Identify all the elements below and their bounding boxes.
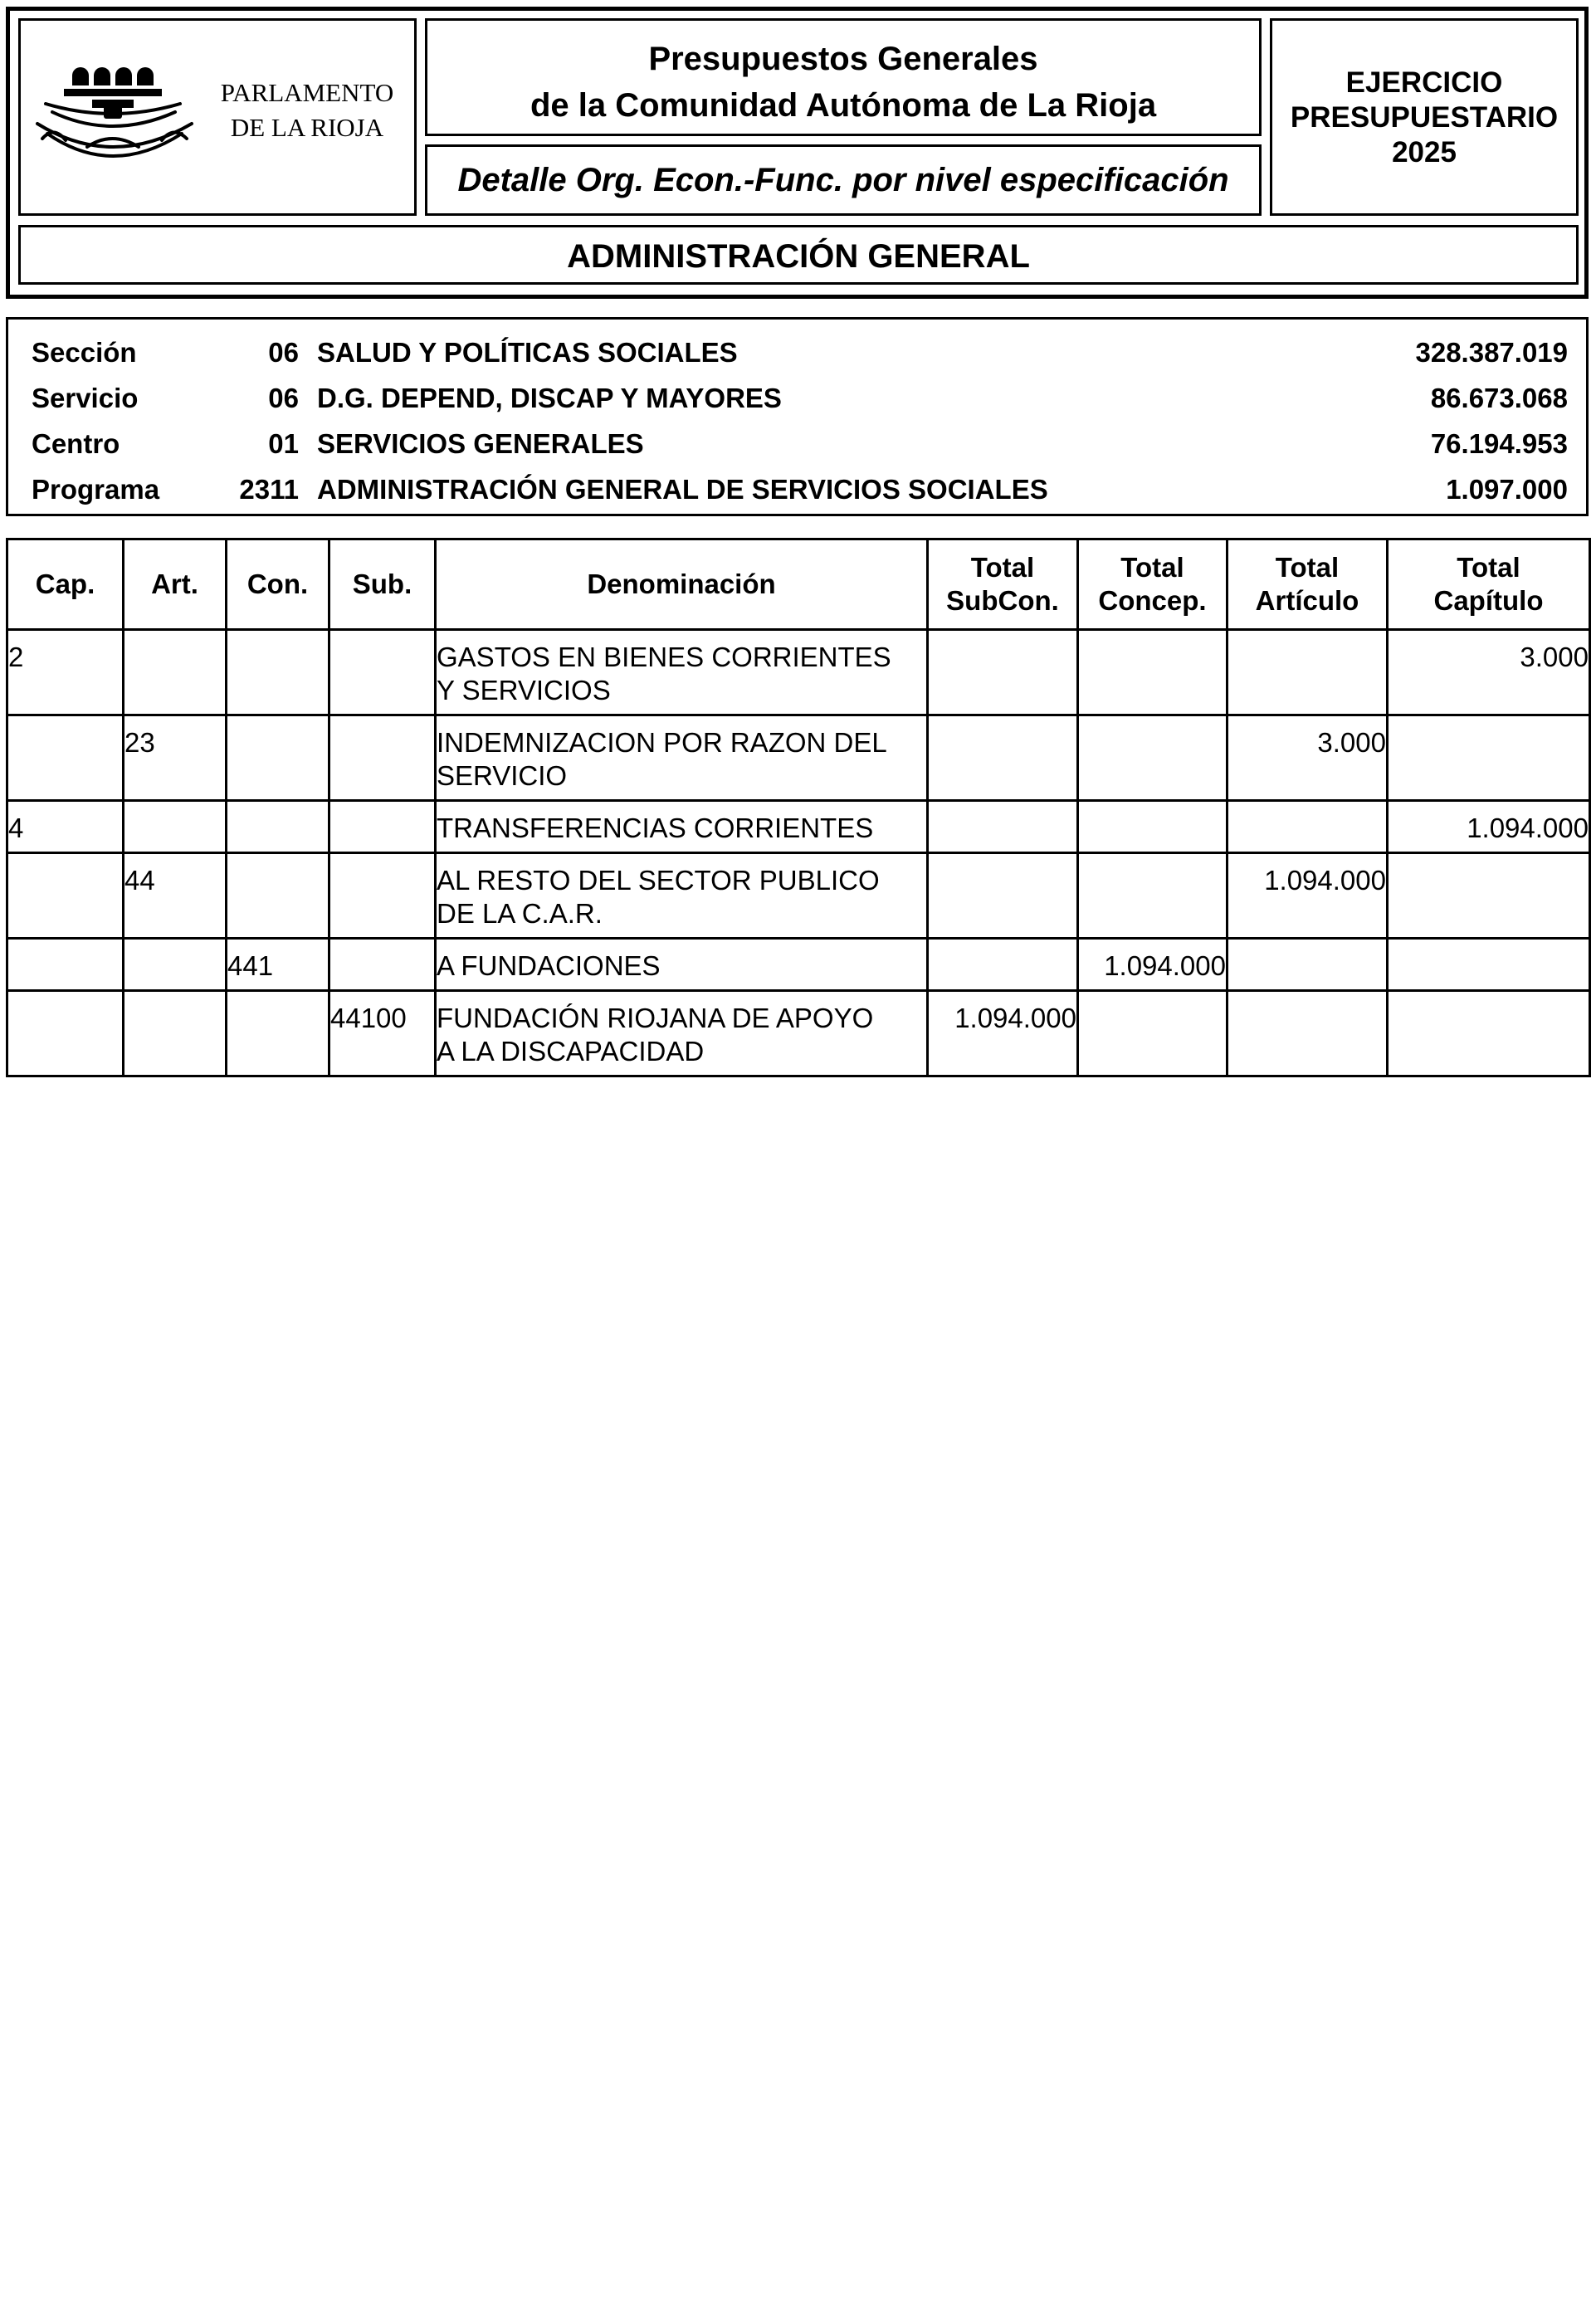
- section-name: SALUD Y POLÍTICAS SOCIALES: [317, 337, 738, 368]
- cell-total-concep: [1078, 801, 1228, 853]
- col-header-total-subcon-l1: Total: [970, 552, 1035, 583]
- cell-denominacion: [436, 939, 928, 991]
- table-header-row: [7, 539, 1590, 630]
- cell-con: [227, 801, 329, 853]
- cell-total-capitulo: [1388, 715, 1590, 801]
- table-row: [7, 715, 1590, 801]
- cell-total-articulo: 3.000: [1228, 715, 1388, 801]
- program-row: [8, 466, 1586, 512]
- cell-total-subcon: [928, 715, 1078, 801]
- program-code: 2311: [239, 474, 299, 505]
- year-line-1: EJERCICIO: [1345, 66, 1503, 99]
- cell-denominacion: [436, 715, 928, 801]
- center-row: [8, 421, 1586, 466]
- cell-denominacion: [436, 630, 928, 715]
- cell-total-subcon: [928, 853, 1078, 939]
- detail-box: [425, 144, 1262, 216]
- document-title-box: [425, 18, 1262, 136]
- cell-art: 44: [124, 853, 227, 939]
- cell-cap: [7, 991, 124, 1076]
- cell-art: [124, 801, 227, 853]
- col-header-total-capitulo: [1388, 539, 1590, 630]
- col-header-total-capitulo-l1: Total: [1457, 552, 1520, 583]
- center-name: SERVICIOS GENERALES: [317, 428, 644, 459]
- denominacion-line-1: TRANSFERENCIAS CORRIENTES: [437, 813, 874, 843]
- cell-sub: [329, 715, 436, 801]
- logo-line-1: PARLAMENTO: [220, 78, 394, 107]
- classification-block: [6, 317, 1589, 516]
- fiscal-year-box: [1270, 18, 1579, 216]
- col-header-total-capitulo-l2: Capítulo: [1433, 585, 1544, 616]
- cell-con: [227, 715, 329, 801]
- cell-total-subcon: 1.094.000: [928, 991, 1078, 1076]
- service-row: [8, 375, 1586, 421]
- cell-total-subcon: [928, 630, 1078, 715]
- cell-total-articulo: [1228, 991, 1388, 1076]
- cell-denominacion: [436, 801, 928, 853]
- service-code: 06: [268, 383, 299, 413]
- table-row: [7, 801, 1590, 853]
- denominacion-line-1: A FUNDACIONES: [437, 950, 661, 981]
- service-name: D.G. DEPEND, DISCAP Y MAYORES: [317, 383, 782, 413]
- cell-sub: [329, 630, 436, 715]
- cell-con: [227, 991, 329, 1076]
- cell-total-capitulo: [1388, 939, 1590, 991]
- col-header-con: Con.: [227, 539, 329, 630]
- col-header-total-articulo: [1228, 539, 1388, 630]
- col-header-total-concep-l1: Total: [1120, 552, 1184, 583]
- col-header-total-concep: [1078, 539, 1228, 630]
- cell-total-capitulo: [1388, 991, 1590, 1076]
- service-amount: 86.673.068: [1430, 383, 1568, 413]
- col-header-art: Art.: [124, 539, 227, 630]
- col-header-total-articulo-l1: Total: [1275, 552, 1340, 583]
- table-row: [7, 853, 1590, 939]
- col-header-total-concep-l2: Concep.: [1098, 585, 1207, 616]
- parliament-logo-icon: [29, 54, 203, 187]
- title-line-2: de la Comunidad Autónoma de La Rioja: [530, 87, 1157, 124]
- section-label: Sección: [32, 337, 137, 368]
- section-amount: 328.387.019: [1415, 337, 1568, 368]
- service-label: Servicio: [32, 383, 139, 413]
- denominacion-line-1: FUNDACIÓN RIOJANA DE APOYO: [437, 1003, 874, 1033]
- title-line-1: Presupuestos Generales: [648, 41, 1038, 77]
- detail-title: Detalle Org. Econ.-Func. por nivel especificación: [457, 162, 1229, 198]
- center-label: Centro: [32, 428, 120, 459]
- subtitle-box: [18, 225, 1579, 285]
- denominacion-line-2: Y SERVICIOS: [437, 675, 611, 705]
- denominacion-line-1: AL RESTO DEL SECTOR PUBLICO: [437, 865, 880, 896]
- denominacion-line-1: GASTOS EN BIENES CORRIENTES: [437, 642, 891, 672]
- cell-total-articulo: [1228, 939, 1388, 991]
- logo-box: [18, 18, 417, 216]
- program-amount: 1.097.000: [1446, 474, 1568, 505]
- cell-total-capitulo: 3.000: [1388, 630, 1590, 715]
- center-code: 01: [268, 428, 299, 459]
- cell-total-subcon: [928, 801, 1078, 853]
- cell-cap: [7, 853, 124, 939]
- cell-art: [124, 630, 227, 715]
- denominacion-line-1: INDEMNIZACION POR RAZON DEL: [437, 727, 887, 758]
- denominacion-line-2: A LA DISCAPACIDAD: [437, 1036, 705, 1067]
- table-row: [7, 991, 1590, 1076]
- cell-denominacion: [436, 853, 928, 939]
- cell-total-concep: [1078, 853, 1228, 939]
- cell-cap: [7, 939, 124, 991]
- denominacion-line-2: SERVICIO: [437, 760, 568, 791]
- col-header-cap: Cap.: [7, 539, 124, 630]
- cell-cap: 4: [7, 801, 124, 853]
- year-line-2: PRESUPUESTARIO: [1290, 101, 1559, 134]
- logo-line-2: DE LA RIOJA: [230, 113, 384, 142]
- cell-art: [124, 991, 227, 1076]
- cell-art: [124, 939, 227, 991]
- cell-con: [227, 630, 329, 715]
- col-header-total-articulo-l2: Artículo: [1255, 585, 1359, 616]
- cell-total-articulo: 1.094.000: [1228, 853, 1388, 939]
- cell-cap: [7, 715, 124, 801]
- cell-denominacion: [436, 991, 928, 1076]
- cell-con: 441: [227, 939, 329, 991]
- cell-con: [227, 853, 329, 939]
- cell-sub: [329, 939, 436, 991]
- cell-total-concep: [1078, 991, 1228, 1076]
- cell-total-concep: 1.094.000: [1078, 939, 1228, 991]
- section-code: 06: [268, 337, 299, 368]
- cell-total-articulo: [1228, 801, 1388, 853]
- col-header-sub: Sub.: [329, 539, 436, 630]
- cell-sub: [329, 853, 436, 939]
- cell-art: 23: [124, 715, 227, 801]
- cell-total-articulo: [1228, 630, 1388, 715]
- cell-sub: 44100: [329, 991, 436, 1076]
- cell-total-subcon: [928, 939, 1078, 991]
- section-row: [8, 329, 1586, 375]
- table-row: [7, 939, 1590, 991]
- cell-total-concep: [1078, 630, 1228, 715]
- cell-sub: [329, 801, 436, 853]
- program-label: Programa: [32, 474, 160, 505]
- table-row: [7, 630, 1590, 715]
- center-amount: 76.194.953: [1430, 428, 1568, 459]
- denominacion-line-2: DE LA C.A.R.: [437, 898, 603, 929]
- col-header-denominacion: Denominación: [436, 539, 928, 630]
- col-header-total-subcon: [928, 539, 1078, 630]
- budget-table: [6, 538, 1591, 1077]
- cell-cap: 2: [7, 630, 124, 715]
- cell-total-concep: [1078, 715, 1228, 801]
- col-header-total-subcon-l2: SubCon.: [946, 585, 1059, 616]
- logo-name: [195, 76, 419, 145]
- cell-total-capitulo: [1388, 853, 1590, 939]
- subtitle: ADMINISTRACIÓN GENERAL: [567, 238, 1030, 275]
- program-name: ADMINISTRACIÓN GENERAL DE SERVICIOS SOCIALES: [317, 474, 1048, 505]
- year-value: 2025: [1392, 136, 1457, 168]
- cell-total-capitulo: 1.094.000: [1388, 801, 1590, 853]
